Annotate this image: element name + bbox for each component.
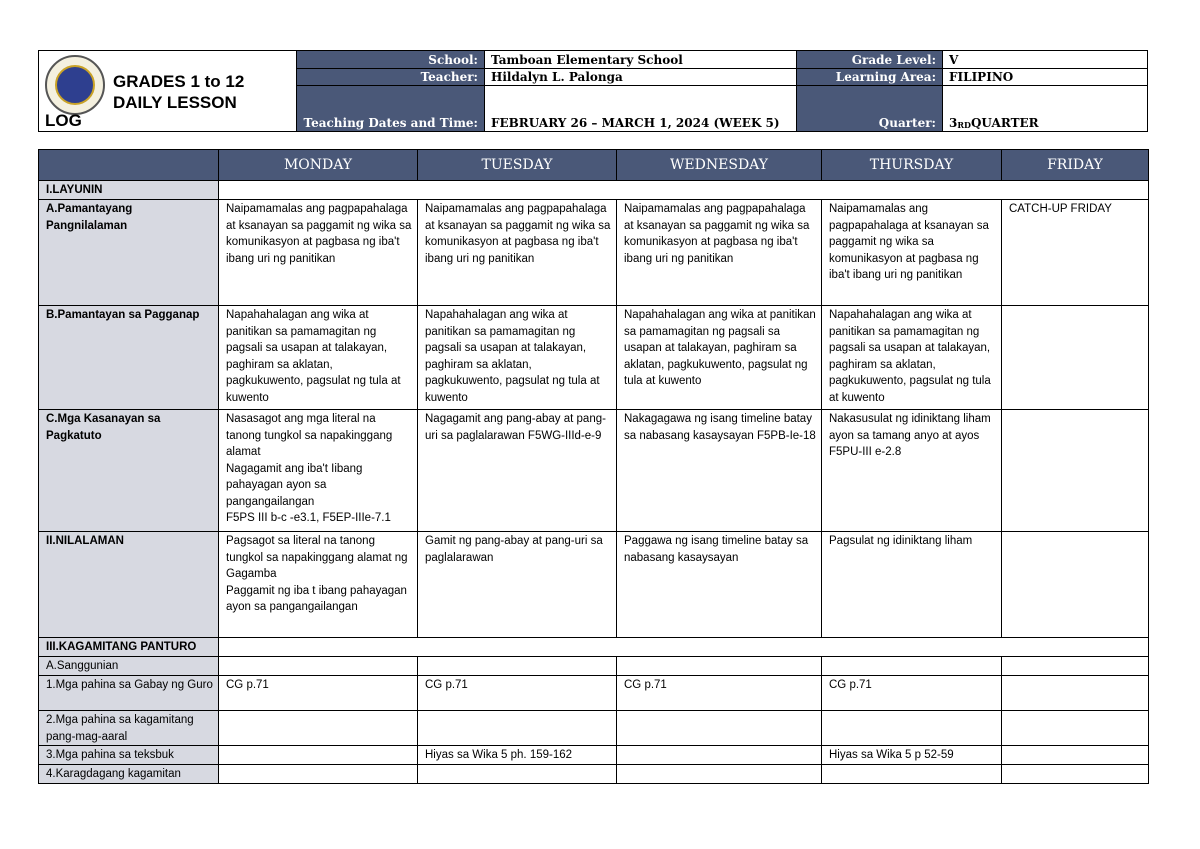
day-header-tuesday: TUESDAY: [418, 150, 617, 181]
table-row: [39, 765, 1149, 784]
header-blank-cell: [39, 150, 219, 181]
teacher-label: Teacher:: [297, 69, 485, 86]
table-cell: Naipamamalas ang pagpapahalaga at ksanayan sa paggamit ng wika sa komunikasyon at pagbasa ng iba't ibang uri ng panitikan: [418, 200, 617, 306]
table-cell: CG p.71: [219, 676, 418, 711]
quarter-value: 3 RD QUARTER: [949, 116, 1039, 130]
row-label-karagdagang-kagamitan: 4.Karagdagang kagamitan: [39, 765, 219, 784]
row-label-kagamitang-pang-mag-aaral: 2.Mga pahina sa kagamitang pang-mag-aaral: [39, 711, 219, 746]
row-label-pamantayan-sa-pagganap: B.Pamantayan sa Pagganap: [39, 306, 219, 410]
table-row: [39, 676, 1149, 711]
table-cell: Hiyas sa Wika 5 p 52-59: [822, 746, 1002, 765]
table-cell: [1002, 765, 1149, 784]
learning-area-label: Learning Area:: [797, 69, 943, 86]
table-cell: [822, 765, 1002, 784]
table-row: [39, 532, 1149, 638]
header-info-grid: [297, 51, 1147, 131]
day-header-thursday: THURSDAY: [822, 150, 1002, 181]
table-row: [39, 306, 1149, 410]
brand-cell: [39, 51, 297, 131]
row-label-gabay-ng-guro: 1.Mga pahina sa Gabay ng Guro: [39, 676, 219, 711]
section-kagamitang-panturo: III.KAGAMITANG PANTURO: [39, 638, 219, 657]
day-header-friday: FRIDAY: [1002, 150, 1149, 181]
table-cell: Naipamamalas ang pagpapahalaga at ksanayan sa paggamit ng wika sa komunikasyon at pagbasa ng iba't ibang uri ng panitikan: [219, 200, 418, 306]
learning-area-value: FILIPINO: [943, 69, 1147, 86]
row-label-teksbuk: 3.Mga pahina sa teksbuk: [39, 746, 219, 765]
table-cell: [617, 765, 822, 784]
table-cell: [418, 711, 617, 746]
table-cell: Nakasusulat ng idiniktang liham ayon sa tamang anyo at ayos F5PU-III e-2.8: [822, 410, 1002, 532]
quarter-label: Quarter:: [797, 86, 943, 131]
table-cell: [1002, 306, 1149, 410]
table-cell: Hiyas sa Wika 5 ph. 159-162: [418, 746, 617, 765]
table-cell: CG p.71: [822, 676, 1002, 711]
table-cell: [1002, 410, 1149, 532]
table-row: [39, 410, 1149, 532]
row-label-mga-kasanayan: C.Mga Kasanayan sa Pagkatuto: [39, 410, 219, 532]
table-cell: Paggawa ng isang timeline batay sa nabasang kasaysayan: [617, 532, 822, 638]
table-cell: Napahahalagan ang wika at panitikan sa pamamagitan ng pagsali sa usapan at talakayan, paghiram sa aklatan, pagkukuwento, pagsulat ng tula at kuwento: [418, 306, 617, 410]
teaching-dates-value: FEBRUARY 26 – MARCH 1, 2024 (WEEK 5): [485, 86, 797, 131]
table-cell: Naipamamalas ang pagpapahalaga at ksanayan sa paggamit ng wika sa komunikasyon at pagbasa ng iba't ibang uri ng panitikan: [617, 200, 822, 306]
table-cell: CG p.71: [617, 676, 822, 711]
table-row: [39, 711, 1149, 746]
teacher-value: Hildalyn L. Palonga: [485, 69, 797, 86]
table-row: [39, 657, 1149, 676]
section-nilalaman: II.NILALAMAN: [39, 532, 219, 638]
teaching-dates-label: Teaching Dates and Time:: [297, 86, 485, 131]
table-cell: Naipamamalas ang pagpapahalaga at ksanayan sa paggamit ng wika sa komunikasyon at pagbasa ng iba't ibang uri ng panitikan: [822, 200, 1002, 306]
row-label-sanggunian: A.Sanggunian: [39, 657, 219, 676]
table-cell: [1002, 711, 1149, 746]
table-cell: Pagsagot sa literal na tanong tungkol sa napakinggang alamat ng Gagamba Paggamit ng iba t ibang pahayagan ayon sa pangangailangan: [219, 532, 418, 638]
table-cell: Nagagamit ang pang-abay at pang-uri sa paglalarawan F5WG-IIId-e-9: [418, 410, 617, 532]
table-cell: [219, 765, 418, 784]
table-cell: Gamit ng pang-abay at pang-uri sa paglalarawan: [418, 532, 617, 638]
school-value: Tamboan Elementary School: [485, 51, 797, 69]
table-cell: [1002, 532, 1149, 638]
table-row: [39, 638, 1149, 657]
table-cell: Napahahalagan ang wika at panitikan sa pamamagitan ng pagsali sa usapan at talakayan, paghiram sa aklatan, pagkukuwento, pagsulat ng tula at kuwento: [617, 306, 822, 410]
table-row: [39, 746, 1149, 765]
day-header-wednesday: WEDNESDAY: [617, 150, 822, 181]
deped-seal-icon: [45, 55, 105, 115]
grade-level-label: Grade Level:: [797, 51, 943, 69]
table-cell: [822, 711, 1002, 746]
table-cell: [418, 765, 617, 784]
section-layunin: I.LAYUNIN: [39, 181, 219, 200]
school-label: School:: [297, 51, 485, 69]
table-cell: Pagsulat ng idiniktang liham: [822, 532, 1002, 638]
table-cell: CG p.71: [418, 676, 617, 711]
brand-log: LOG: [45, 111, 82, 130]
table-cell: [219, 711, 418, 746]
table-cell: [617, 711, 822, 746]
table-cell: Nasasagot ang mga literal na tanong tungkol sa napakinggang alamat Nagagamit ang iba't Iibang pahayagan ayon sa pangangailangan F5PS III b-c -e3.1, F5EP-IIIe-7.1: [219, 410, 418, 532]
lesson-table: [38, 149, 1149, 784]
table-row: [39, 200, 1149, 306]
table-cell: Napahahalagan ang wika at panitikan sa pamamagitan ng pagsali sa usapan at talakayan, paghiram sa aklatan, pagkukuwento, pagsulat ng tula at kuwento: [822, 306, 1002, 410]
table-cell: [1002, 676, 1149, 711]
table-cell: [219, 746, 418, 765]
header-block: [38, 50, 1148, 132]
catch-up-friday-cell: CATCH-UP FRIDAY: [1002, 200, 1149, 306]
table-cell: Napahahalagan ang wika at panitikan sa pamamagitan ng pagsali sa usapan at talakayan, paghiram sa aklatan, pagkukuwento, pagsulat ng tula at kuwento: [219, 306, 418, 410]
day-header-monday: MONDAY: [219, 150, 418, 181]
table-cell: [617, 746, 822, 765]
brand-title: GRADES 1 to 12 DAILY LESSON: [113, 72, 245, 112]
table-cell: Nakagagawa ng isang timeline batay sa nabasang kasaysayan F5PB-Ie-18: [617, 410, 822, 532]
table-header-row: [39, 150, 1149, 181]
row-label-pamantayang-pangnilalaman: A.Pamantayang Pangnilalaman: [39, 200, 219, 306]
grade-level-value: V: [943, 51, 1147, 69]
table-row: [39, 181, 1149, 200]
table-cell: [1002, 746, 1149, 765]
